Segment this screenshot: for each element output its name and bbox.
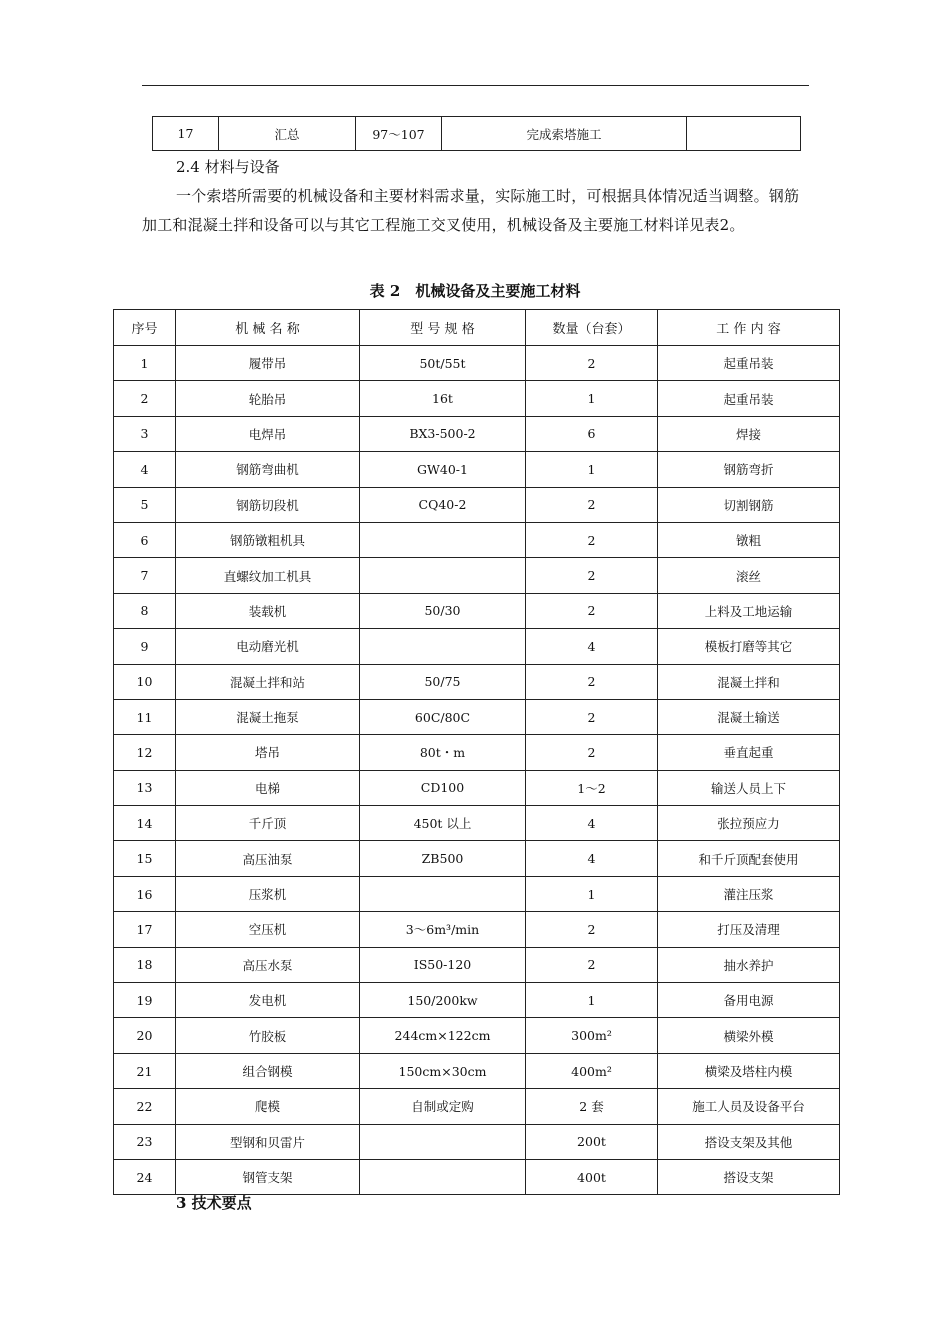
- cell-no: 7: [114, 558, 176, 593]
- table-row: [114, 735, 840, 770]
- cell-work: 混凝土输送: [658, 699, 840, 734]
- cell-desc: 完成索塔施工: [442, 117, 687, 151]
- cell-qty: 2: [526, 664, 658, 699]
- cell-no: 9: [114, 629, 176, 664]
- cell-work: 焊接: [658, 416, 840, 451]
- cell-name: 组合钢模: [176, 1053, 360, 1088]
- table-row: [114, 876, 840, 911]
- section-paragraph: 一个索塔所需要的机械设备和主要材料需求量，实际施工时，可根据具体情况适当调整。钢筋加工和混凝土拌和设备可以与其它工程施工交叉使用，机械设备及主要施工材料详见表2。: [142, 187, 800, 234]
- cell-qty: 6: [526, 416, 658, 451]
- cell-qty: 1: [526, 876, 658, 911]
- cell-no: 13: [114, 770, 176, 805]
- table-row: [114, 593, 840, 628]
- header-model: 型 号 规 格: [360, 310, 526, 346]
- cell-model: CQ40-2: [360, 487, 526, 522]
- cell-no: 2: [114, 381, 176, 416]
- cell-name: 混凝土拖泵: [176, 699, 360, 734]
- cell-no: 10: [114, 664, 176, 699]
- cell-work: 垂直起重: [658, 735, 840, 770]
- cell-model: 3～6m³/min: [360, 912, 526, 947]
- cell-work: 滚丝: [658, 558, 840, 593]
- cell-work: 横梁外模: [658, 1018, 840, 1053]
- cell-model: 60C/80C: [360, 699, 526, 734]
- cell-work: 张拉预应力: [658, 806, 840, 841]
- cell-no: 3: [114, 416, 176, 451]
- table-row: [114, 452, 840, 487]
- cell-model: [360, 522, 526, 557]
- table-row: [114, 699, 840, 734]
- cell-qty: 4: [526, 629, 658, 664]
- cell-model: 50/75: [360, 664, 526, 699]
- previous-table-fragment: [152, 116, 801, 151]
- cell-name: 汇总: [219, 117, 356, 151]
- table-row: [114, 1053, 840, 1088]
- cell-work: 输送人员上下: [658, 770, 840, 805]
- table-row: [114, 770, 840, 805]
- cell-model: [360, 876, 526, 911]
- table-row: [114, 947, 840, 982]
- cell-qty: 200t: [526, 1124, 658, 1159]
- cell-name: 千斤顶: [176, 806, 360, 841]
- cell-model: ZB500: [360, 841, 526, 876]
- cell-work: 起重吊装: [658, 346, 840, 381]
- cell-no: 17: [114, 912, 176, 947]
- section-title-3: 3 技术要点: [176, 1194, 252, 1212]
- cell-no: 19: [114, 983, 176, 1018]
- cell-extra: [687, 117, 801, 151]
- cell-name: 电动磨光机: [176, 629, 360, 664]
- cell-no: 1: [114, 346, 176, 381]
- cell-work: 横梁及塔柱内模: [658, 1053, 840, 1088]
- cell-qty: 2: [526, 346, 658, 381]
- table-caption: 表 2 机械设备及主要施工材料: [369, 282, 581, 300]
- cell-model: 150cm×30cm: [360, 1053, 526, 1088]
- cell-qty: 2: [526, 735, 658, 770]
- cell-name: 压浆机: [176, 876, 360, 911]
- table-row: [114, 558, 840, 593]
- cell-work: 模板打磨等其它: [658, 629, 840, 664]
- header-work: 工 作 内 容: [658, 310, 840, 346]
- cell-work: 打压及清理: [658, 912, 840, 947]
- cell-model: IS50-120: [360, 947, 526, 982]
- cell-model: 244cm×122cm: [360, 1018, 526, 1053]
- table-row: [114, 1124, 840, 1159]
- cell-work: 上料及工地运输: [658, 593, 840, 628]
- table-row: [114, 664, 840, 699]
- table-row: [114, 1089, 840, 1124]
- cell-model: 自制或定购: [360, 1089, 526, 1124]
- table-row: [114, 912, 840, 947]
- cell-qty: 400m²: [526, 1053, 658, 1088]
- cell-no: 22: [114, 1089, 176, 1124]
- cell-name: 钢筋弯曲机: [176, 452, 360, 487]
- cell-name: 高压水泵: [176, 947, 360, 982]
- cell-name: 钢筋切段机: [176, 487, 360, 522]
- cell-qty: 2: [526, 947, 658, 982]
- cell-qty: 4: [526, 806, 658, 841]
- cell-work: 切割钢筋: [658, 487, 840, 522]
- cell-model: 150/200kw: [360, 983, 526, 1018]
- cell-no: 24: [114, 1159, 176, 1194]
- table-row: [114, 522, 840, 557]
- cell-qty: 2: [526, 522, 658, 557]
- cell-qty: 1: [526, 983, 658, 1018]
- cell-qty: 1～2: [526, 770, 658, 805]
- cell-name: 高压油泵: [176, 841, 360, 876]
- table-row: [114, 346, 840, 381]
- table-row: [114, 416, 840, 451]
- cell-qty: 2: [526, 912, 658, 947]
- section-title-2-4: 2.4 材料与设备: [176, 158, 280, 176]
- cell-name: 塔吊: [176, 735, 360, 770]
- cell-no: 4: [114, 452, 176, 487]
- cell-no: 16: [114, 876, 176, 911]
- cell-no: 21: [114, 1053, 176, 1088]
- cell-qty: 1: [526, 381, 658, 416]
- cell-name: 电梯: [176, 770, 360, 805]
- table-row: [114, 983, 840, 1018]
- cell-work: 镦粗: [658, 522, 840, 557]
- cell-qty: 1: [526, 452, 658, 487]
- cell-model: 50/30: [360, 593, 526, 628]
- cell-name: 型钢和贝雷片: [176, 1124, 360, 1159]
- cell-qty: 4: [526, 841, 658, 876]
- cell-work: 施工人员及设备平台: [658, 1089, 840, 1124]
- cell-qty: 2 套: [526, 1089, 658, 1124]
- cell-model: [360, 629, 526, 664]
- cell-work: 混凝土拌和: [658, 664, 840, 699]
- cell-name: 电焊吊: [176, 416, 360, 451]
- table-header-row: [114, 310, 840, 346]
- cell-qty: 2: [526, 699, 658, 734]
- cell-name: 爬模: [176, 1089, 360, 1124]
- cell-name: 钢筋镦粗机具: [176, 522, 360, 557]
- cell-name: 履带吊: [176, 346, 360, 381]
- cell-work: 搭设支架及其他: [658, 1124, 840, 1159]
- header-name: 机 械 名 称: [176, 310, 360, 346]
- cell-range: 97～107: [356, 117, 442, 151]
- cell-model: 80t・m: [360, 735, 526, 770]
- cell-work: 起重吊装: [658, 381, 840, 416]
- cell-no: 12: [114, 735, 176, 770]
- cell-model: 16t: [360, 381, 526, 416]
- cell-qty: 300m²: [526, 1018, 658, 1053]
- cell-name: 混凝土拌和站: [176, 664, 360, 699]
- cell-work: 抽水养护: [658, 947, 840, 982]
- cell-model: CD100: [360, 770, 526, 805]
- cell-no: 18: [114, 947, 176, 982]
- cell-name: 空压机: [176, 912, 360, 947]
- header-rule: [142, 85, 809, 86]
- cell-name: 发电机: [176, 983, 360, 1018]
- cell-name: 装载机: [176, 593, 360, 628]
- equipment-table: [113, 309, 840, 1195]
- cell-model: 50t/55t: [360, 346, 526, 381]
- cell-no: 5: [114, 487, 176, 522]
- cell-qty: 400t: [526, 1159, 658, 1194]
- table-row: [114, 1159, 840, 1194]
- cell-no: 15: [114, 841, 176, 876]
- cell-model: BX3-500-2: [360, 416, 526, 451]
- header-no: 序号: [114, 310, 176, 346]
- cell-model: [360, 1159, 526, 1194]
- cell-qty: 2: [526, 593, 658, 628]
- cell-name: 钢管支架: [176, 1159, 360, 1194]
- cell-no: 20: [114, 1018, 176, 1053]
- cell-model: 450t 以上: [360, 806, 526, 841]
- cell-name: 竹胶板: [176, 1018, 360, 1053]
- cell-no: 23: [114, 1124, 176, 1159]
- cell-work: 和千斤顶配套使用: [658, 841, 840, 876]
- table-row: [114, 381, 840, 416]
- cell-work: 备用电源: [658, 983, 840, 1018]
- cell-model: GW40-1: [360, 452, 526, 487]
- cell-model: [360, 1124, 526, 1159]
- cell-model: [360, 558, 526, 593]
- cell-no: 14: [114, 806, 176, 841]
- cell-name: 轮胎吊: [176, 381, 360, 416]
- cell-no: 17: [153, 117, 219, 151]
- table-row: [114, 806, 840, 841]
- table-row: [153, 117, 801, 151]
- cell-qty: 2: [526, 558, 658, 593]
- cell-qty: 2: [526, 487, 658, 522]
- cell-work: 钢筋弯折: [658, 452, 840, 487]
- cell-no: 8: [114, 593, 176, 628]
- cell-work: 灌注压浆: [658, 876, 840, 911]
- table-row: [114, 629, 840, 664]
- cell-no: 11: [114, 699, 176, 734]
- cell-no: 6: [114, 522, 176, 557]
- table-row: [114, 1018, 840, 1053]
- cell-name: 直螺纹加工机具: [176, 558, 360, 593]
- table-row: [114, 487, 840, 522]
- cell-work: 搭设支架: [658, 1159, 840, 1194]
- table-row: [114, 841, 840, 876]
- header-qty: 数量（台套）: [526, 310, 658, 346]
